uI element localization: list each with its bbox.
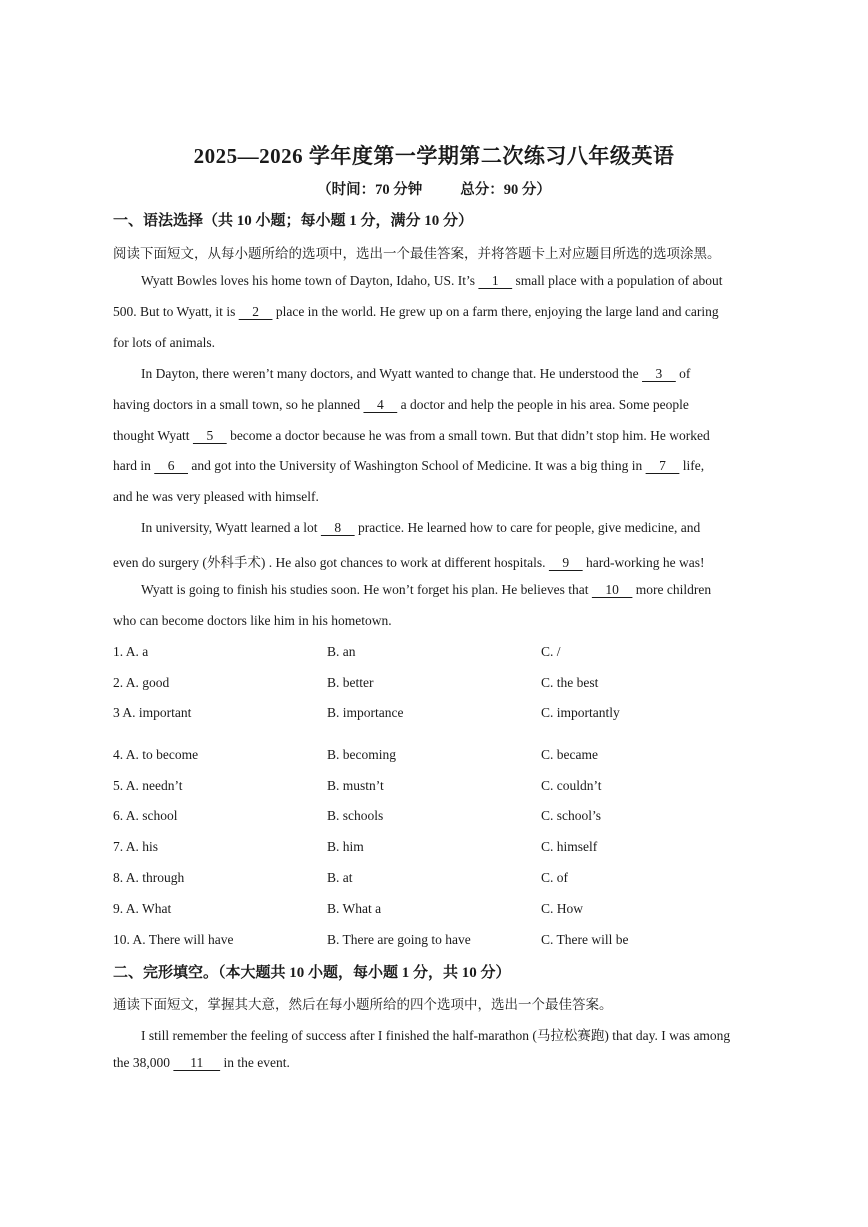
passage-line: and he was very pleased with himself. [113, 489, 319, 504]
blank-2: 2 [238, 304, 273, 319]
option-a: 1. A. a [113, 644, 149, 659]
option-a: 10. A. There will have [113, 932, 234, 947]
passage-line: hard in 6 and got into the University of Washington School of Medicine. It was a big thing in 7 life, [113, 458, 705, 473]
option-c: C. himself [541, 839, 598, 854]
option-b: B. schools [327, 808, 384, 823]
option-c: C. / [541, 644, 561, 659]
passage-line: In Dayton, there weren’t many doctors, and Wyatt wanted to change that. He understood the 3 of [141, 366, 691, 381]
option-b: B. him [327, 839, 364, 854]
section2-heading: 二、完形填空。（本大题共 10 小题，每小题 1 分，共 10 分） [113, 965, 511, 981]
option-b: B. What a [327, 901, 382, 916]
option-c: C. importantly [541, 705, 620, 720]
blank-10: 10 [591, 582, 633, 597]
passage-line: Wyatt Bowles loves his home town of Dayton, Idaho, US. It’s 1 small place with a population of about [141, 273, 723, 288]
option-a: 4. A. to become [113, 747, 199, 762]
passage-line: I still remember the feeling of success after I finished the half-marathon (马拉松赛跑) that day. I was among [141, 1028, 731, 1043]
page-title: 2025—2026 学年度第一学期第二次练习八年级英语 [193, 144, 675, 168]
exam-info [0, 178, 868, 199]
passage-line: Wyatt is going to finish his studies soon. He won’t forget his plan. He believes that 10 more children [141, 582, 712, 597]
option-a: 5. A. needn’t [113, 778, 183, 793]
section1-instruction: 阅读下面短文，从每小题所给的选项中，选出一个最佳答案，并将答题卡上对应题目所选的选项涂黑。 [113, 246, 721, 261]
section1-heading: 一、语法选择（共 10 小题；每小题 1 分，满分 10 分） [113, 213, 474, 229]
section2-instruction: 通读下面短文，掌握其大意，然后在每小题所给的四个选项中，选出一个最佳答案。 [113, 997, 613, 1012]
passage-line: having doctors in a small town, so he planned 4 a doctor and help the people in his area. Some people [113, 397, 689, 412]
option-b: B. importance [327, 705, 404, 720]
exam-score: 总分：90 分） [460, 182, 551, 198]
blank-11: 11 [173, 1055, 221, 1070]
blank-4: 4 [363, 397, 398, 412]
option-b: B. becoming [327, 747, 396, 762]
blank-3: 3 [642, 366, 676, 381]
blank-5: 5 [192, 428, 227, 443]
passage-line: even do surgery (外科手术) . He also got chances to work at different hospitals. 9 hard-working he was! [113, 555, 705, 570]
option-b: B. an [327, 644, 356, 659]
option-c: C. There will be [541, 932, 629, 947]
option-c: C. became [541, 747, 598, 762]
blank-9: 9 [548, 555, 583, 570]
option-c: C. couldn’t [541, 778, 602, 793]
passage-line: 500. But to Wyatt, it is 2 place in the world. He grew up on a farm there, enjoying the large land and caring [113, 304, 719, 319]
passage-line: the 38,000 11 in the event. [113, 1055, 290, 1070]
option-b: B. mustn’t [327, 778, 384, 793]
option-c: C. of [541, 870, 568, 885]
passage-line: In university, Wyatt learned a lot 8 practice. He learned how to care for people, give medicine, and [141, 520, 701, 535]
blank-7: 7 [645, 458, 680, 473]
option-a: 7. A. his [113, 839, 159, 854]
option-a: 9. A. What [113, 901, 172, 916]
option-c: C. school’s [541, 808, 602, 823]
option-b: B. There are going to have [327, 932, 471, 947]
option-c: C. How [541, 901, 584, 916]
blank-1: 1 [478, 273, 513, 288]
blank-6: 6 [154, 458, 188, 473]
option-b: B. at [327, 870, 353, 885]
exam-time: （时间：70 分钟 [317, 182, 423, 198]
passage-line: for lots of animals. [113, 335, 215, 350]
option-a: 8. A. through [113, 870, 185, 885]
option-c: C. the best [541, 675, 599, 690]
option-a: 2. A. good [113, 675, 170, 690]
blank-8: 8 [320, 520, 355, 535]
option-a: 3 A. important [113, 705, 192, 720]
passage-line: thought Wyatt 5 become a doctor because he was from a small town. But that didn’t stop him. He worked [113, 428, 710, 443]
option-a: 6. A. school [113, 808, 178, 823]
passage-line: who can become doctors like him in his hometown. [113, 613, 392, 628]
option-b: B. better [327, 675, 374, 690]
